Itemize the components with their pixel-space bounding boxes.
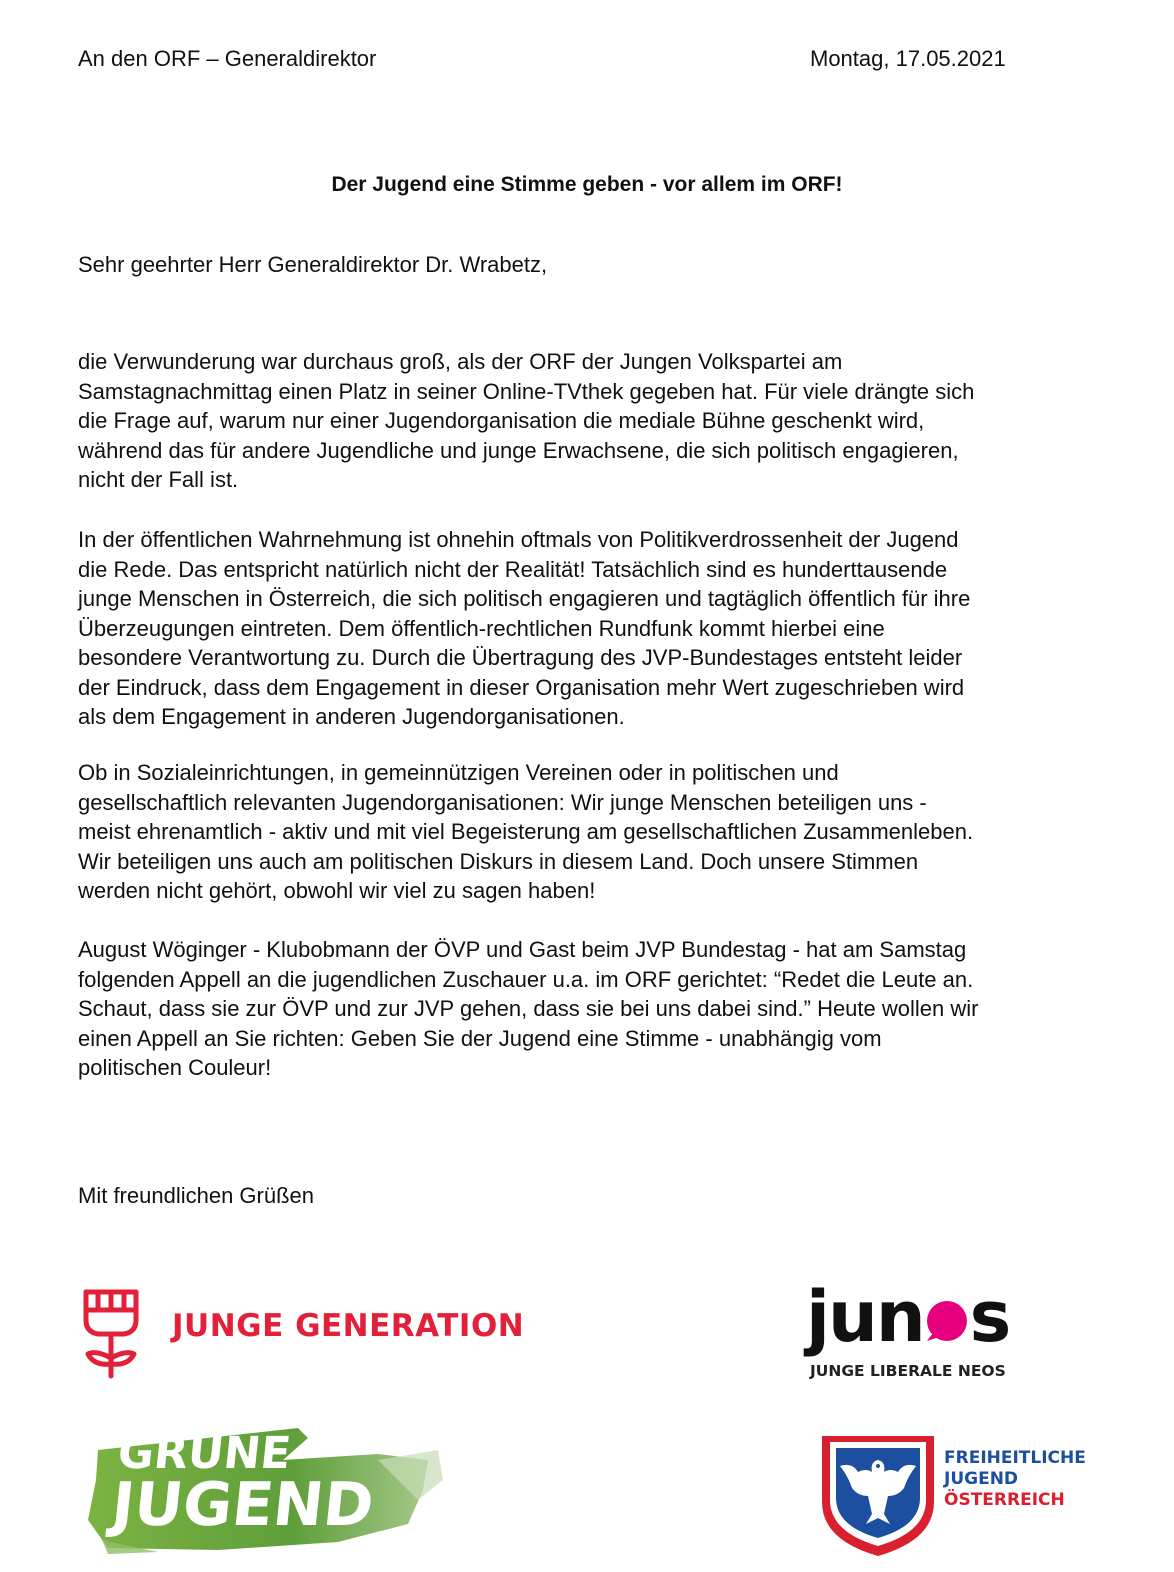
paragraph-line: einen Appell an Sie richten: Geben Sie der Jugend eine Stimme - unabhängig vom — [78, 1025, 882, 1051]
paragraph-line: werden nicht gehört, obwohl wir viel zu sagen haben! — [78, 878, 596, 903]
fj-line-2: JUGEND — [944, 1469, 1019, 1489]
junge-generation-text: JUNGE GENERATION — [172, 1308, 525, 1344]
paragraph-line: die Rede. Das entspricht natürlich nicht der Realität! Tatsächlich sind es hunderttausende — [78, 556, 948, 582]
paragraph-2 — [78, 525, 1128, 732]
paragraph-line: meist ehrenamtlich - aktiv und mit viel Begeisterung am gesellschaftlichen Zusammenleben. — [78, 819, 974, 844]
letter-title: Der Jugend eine Stimme geben - vor allem im ORF! — [331, 173, 843, 196]
junos-subtitle: JUNGE LIBERALE NEOS — [810, 1362, 1006, 1380]
paragraph-line: Überzeugungen eintreten. Dem öffentlich-rechtlichen Rundfunk kommt hierbei eine — [78, 615, 885, 641]
paragraph-line: Schaut, dass sie zur ÖVP und zur JVP gehen, dass sie bei uns dabei sind.” Heute wollen wir — [78, 996, 979, 1021]
jugend-text: JUGEND — [108, 1470, 377, 1540]
paragraph-line: der Eindruck, dass dem Engagement in dieser Organisation mehr Wert zugeschrieben wird — [78, 674, 965, 700]
paragraph-3 — [78, 758, 1128, 906]
paragraph-1 — [78, 347, 1128, 495]
freiheitliche-jugend-text — [944, 1448, 1086, 1511]
junge-generation-logo — [78, 1280, 578, 1380]
paragraph-line: während das für andere Jugendliche und junge Erwachsene, die sich politisch engagieren, — [78, 437, 959, 463]
paragraph-line: folgenden Appell an die jugendlichen Zuschauer u.a. im ORF gerichtet: “Redet die Leute an. — [78, 966, 974, 992]
eagle-shield-icon — [818, 1432, 938, 1560]
date-line: Montag, 17.05.2021 — [810, 46, 1006, 71]
paragraph-line: politischen Couleur! — [78, 1055, 272, 1080]
junos-word-start: jun — [806, 1276, 924, 1358]
freiheitliche-jugend-logo — [818, 1432, 1098, 1562]
paragraph-line: In der öffentlichen Wahrnehmung ist ohnehin oftmals von Politikverdrossenheit der Jugend — [78, 527, 959, 552]
raised-fist-rose-icon — [78, 1280, 148, 1380]
paragraph-line: besondere Verantwortung zu. Durch die Übertragung des JVP-Bundestages entsteht leider — [78, 645, 963, 670]
paragraph-line: als dem Engagement in anderen Jugendorganisationen. — [78, 704, 625, 729]
fj-line-3: ÖSTERREICH — [944, 1490, 1065, 1510]
paragraph-line: August Wöginger - Klubobmann der ÖVP und Gast beim JVP Bundestag - hat am Samstag — [78, 937, 967, 962]
gruene-jugend-logo — [78, 1420, 448, 1560]
gruene-text: GRÜNE — [115, 1428, 294, 1479]
paragraph-line: die Frage auf, warum nur einer Jugendorganisation die mediale Bühne geschenkt wird, — [78, 408, 925, 433]
junos-logo — [806, 1276, 1046, 1392]
recipient-line: An den ORF – Generaldirektor — [78, 46, 377, 71]
paragraph-line: Ob in Sozialeinrichtungen, in gemeinnützigen Vereinen oder in politischen und — [78, 760, 839, 785]
paragraph-line: gesellschaftlich relevanten Jugendorganisationen: Wir junge Menschen beteiligen uns - — [78, 789, 927, 815]
paragraph-line: Samstagnachmittag einen Platz in seiner Online-TVthek gegeben hat. Für viele drängte sich — [78, 378, 975, 404]
fj-line-1: FREIHEITLICHE — [944, 1448, 1086, 1468]
paragraph-line: Wir beteiligen uns auch am politischen Diskurs in diesem Land. Doch unsere Stimmen — [78, 848, 919, 874]
closing-line: Mit freundlichen Grüßen — [78, 1183, 314, 1208]
junos-speech-bubble-icon — [925, 1284, 969, 1328]
junos-wordmark — [806, 1276, 1010, 1358]
paragraph-line: die Verwunderung war durchaus groß, als der ORF der Jungen Volkspartei am — [78, 349, 843, 374]
junos-word-end: s — [969, 1276, 1010, 1358]
salutation: Sehr geehrter Herr Generaldirektor Dr. Wrabetz, — [78, 252, 548, 277]
paragraph-line: junge Menschen in Österreich, die sich politisch engagieren und tagtäglich öffentlich für ihre — [78, 586, 971, 611]
paragraph-line: nicht der Fall ist. — [78, 467, 239, 492]
paragraph-4 — [78, 935, 1128, 1083]
